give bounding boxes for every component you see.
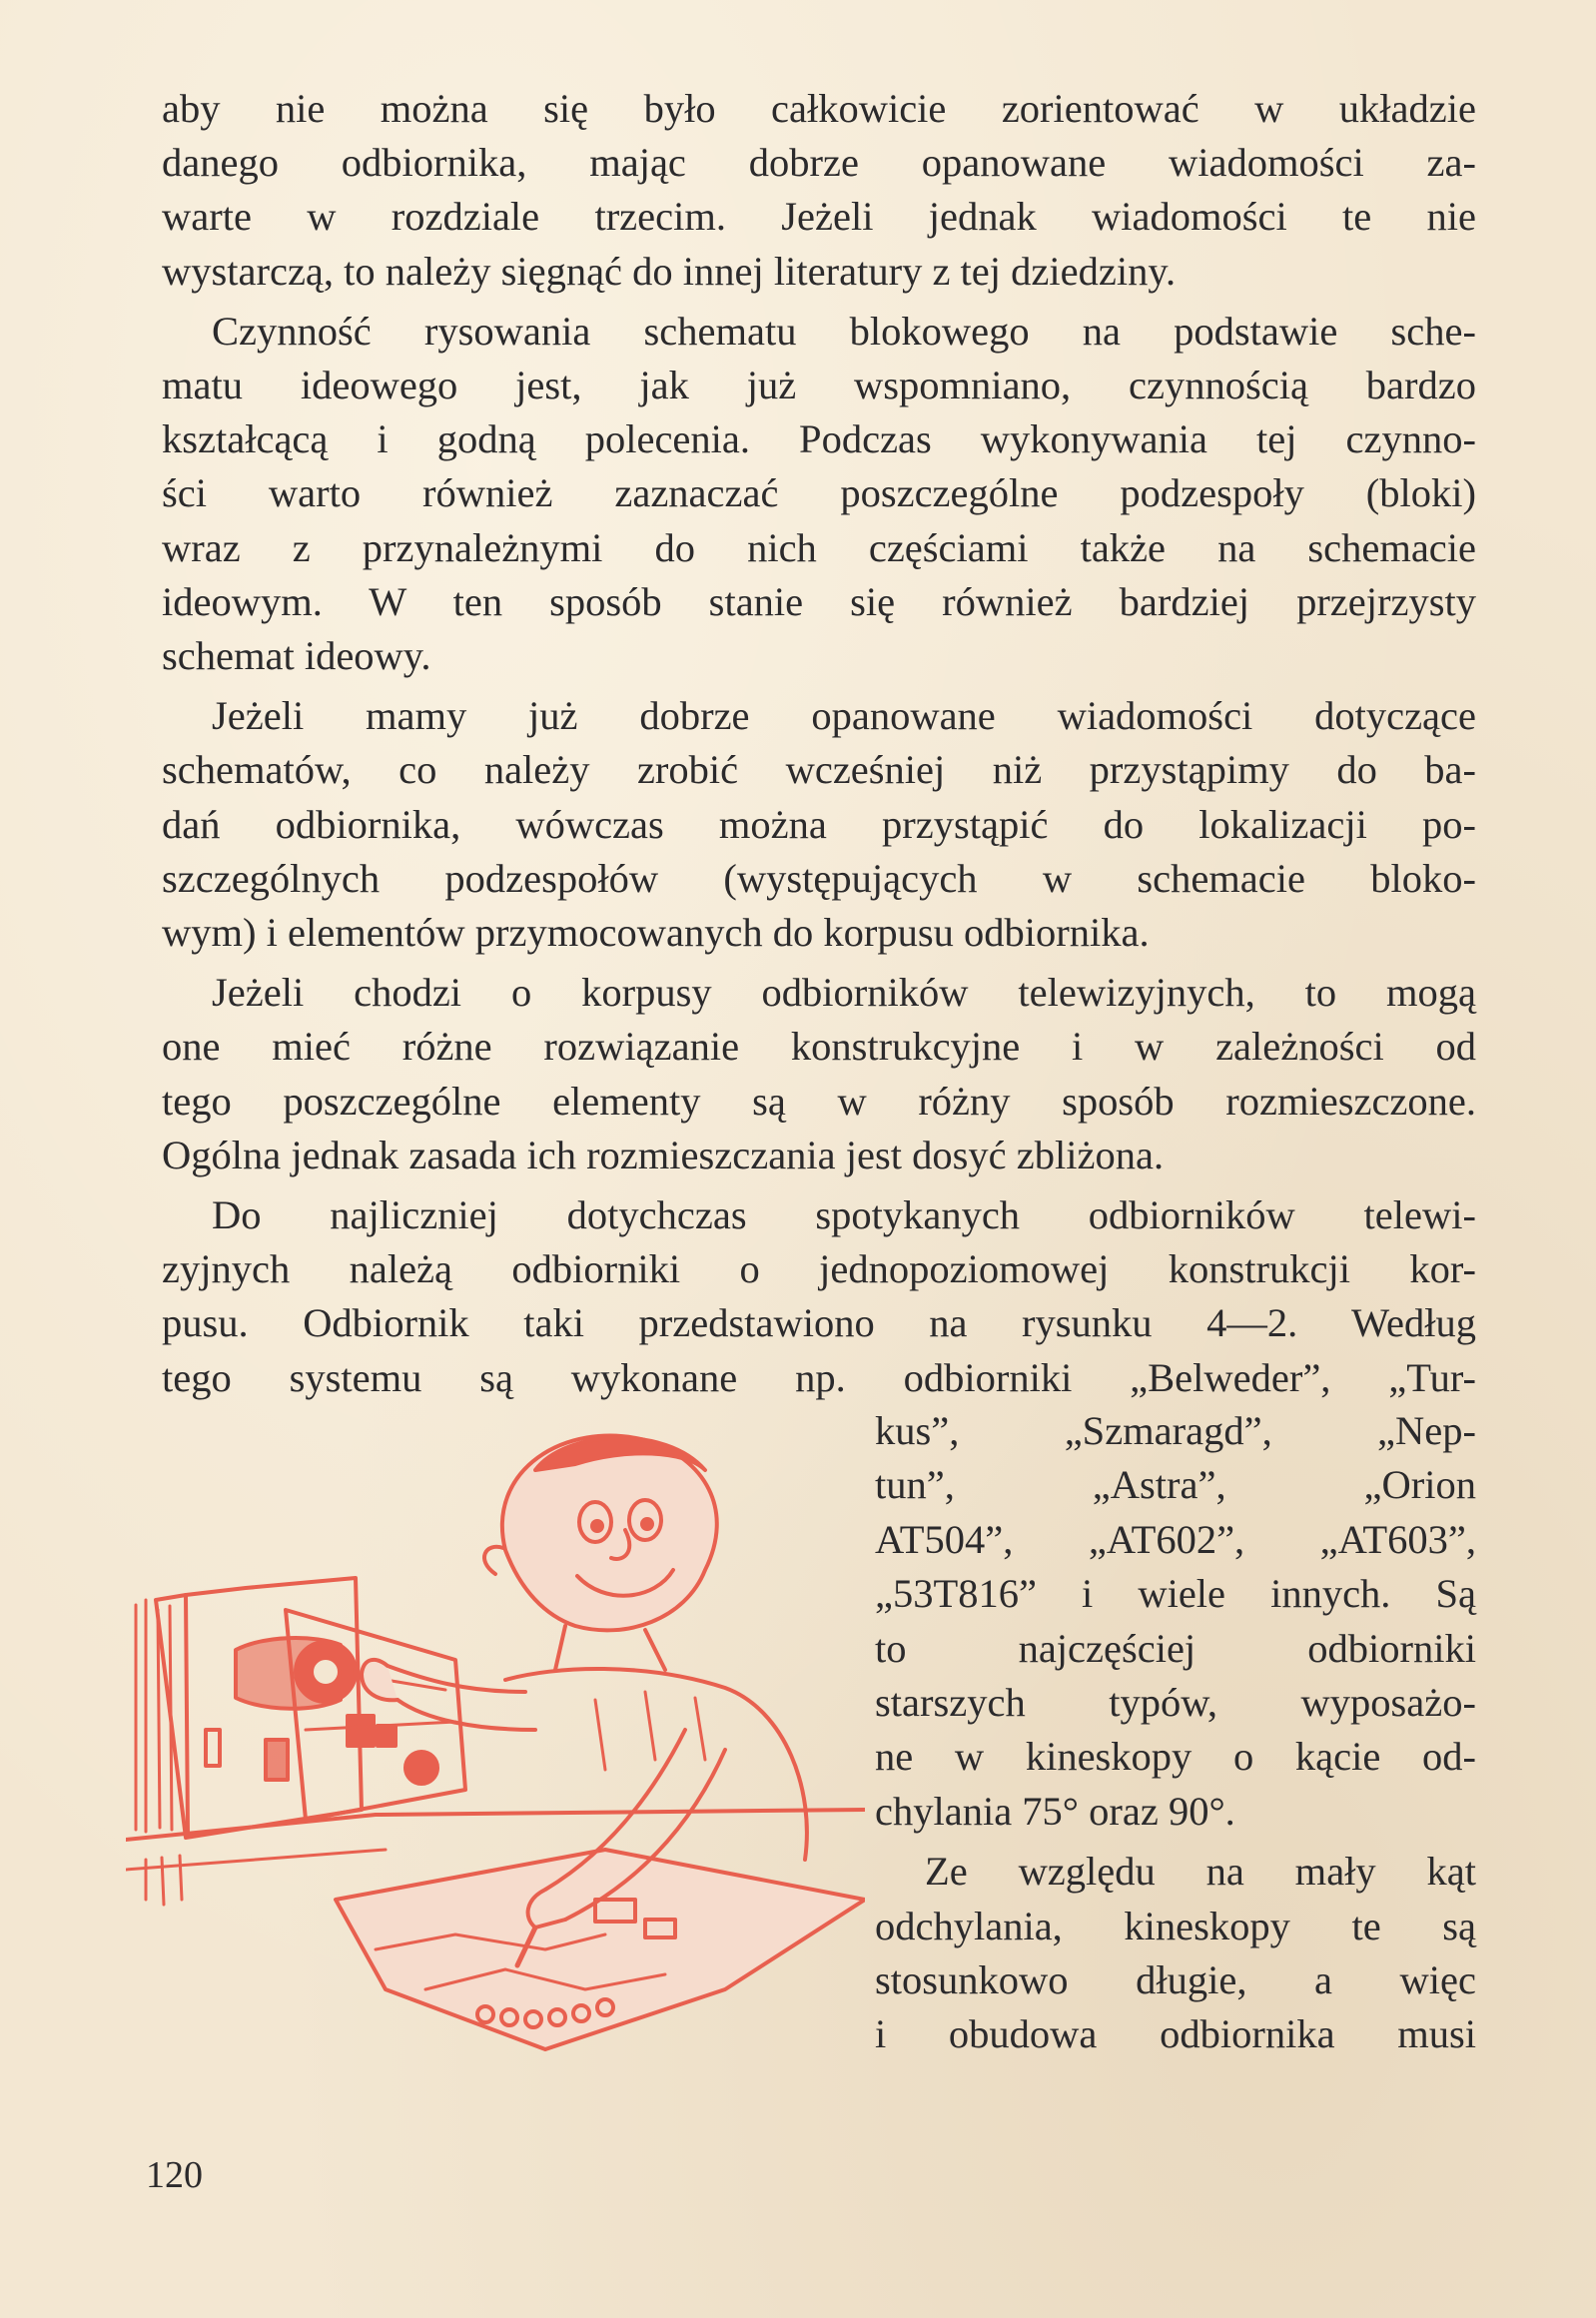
technician-illustration (126, 1430, 865, 2129)
text-line: AT504”, „AT602”, „AT603”, (875, 1516, 1476, 1562)
paragraph-1 (162, 82, 1476, 299)
text-line: „53T816” i wiele innych. Są (875, 1571, 1476, 1617)
text-line: ne w kineskopy o kącie od- (875, 1734, 1476, 1780)
text-line: Do najliczniej dotychczas spotykanych odbiorników telewi- (212, 1192, 1476, 1238)
text-line: starszych typów, wyposażo- (875, 1680, 1476, 1726)
text-line: wym) i elementów przymocowanych do korpusu odbiornika. (162, 910, 1150, 956)
text-line: odchylania, kineskopy te są (875, 1903, 1476, 1948)
text-line: schematów, co należy zrobić wcześniej niż przystąpimy do ba- (162, 747, 1476, 793)
paragraph-4 (162, 966, 1476, 1182)
technician-repairing-tv-drawing (126, 1430, 865, 2129)
text-line: zyjnych należą odbiorniki o jednopoziomowej konstrukcji kor- (162, 1246, 1476, 1292)
text-line: aby nie można się było całkowicie zorientować w układzie (162, 86, 1476, 131)
text-line: tego poszczególne elementy są w różny sposób rozmieszczone. (162, 1078, 1476, 1124)
text-line: stosunkowo długie, a więc (875, 1957, 1476, 2003)
text-line: warte w rozdziale trzecim. Jeżeli jednak wiadomości te nie (162, 194, 1476, 240)
page-number: 120 (146, 2154, 203, 2196)
text-line: Czynność rysowania schematu blokowego na podstawie sche- (212, 308, 1476, 354)
paragraph-5-continued (875, 1404, 1476, 1839)
text-line: matu ideowego jest, jak już wspomniano, czynnością bardzo (162, 363, 1476, 408)
text-line: kształcącą i godną polecenia. Podczas wykonywania tej czynno- (162, 416, 1476, 462)
text-line: Ogólna jednak zasada ich rozmieszczania jest dosyć zbliżona. (162, 1132, 1165, 1177)
text-line: Jeżeli mamy już dobrze opanowane wiadomości dotyczące (212, 693, 1476, 739)
text-line: wystarczą, to należy sięgnąć do innej literatury z tej dziedziny. (162, 248, 1177, 294)
paragraph-5 (162, 1188, 1476, 1405)
text-line: chylania 75° oraz 90°. (875, 1788, 1235, 1834)
text-line: ści warto również zaznaczać poszczególne podzespoły (bloki) (162, 470, 1476, 516)
text-line: kus”, „Szmaragd”, „Nep- (875, 1408, 1476, 1453)
text-line: danego odbiornika, mając dobrze opanowane wiadomości za- (162, 140, 1476, 186)
text-line: szczególnych podzespołów (występujących w schemacie bloko- (162, 855, 1476, 901)
text-line: tego systemu są wykonane np. odbiorniki „Belweder”, „Tur- (162, 1354, 1476, 1400)
text-line: dań odbiornika, wówczas można przystąpić do lokalizacji po- (162, 801, 1476, 847)
text-line: pusu. Odbiornik taki przedstawiono na rysunku 4—2. Według (162, 1300, 1476, 1346)
text-line: schemat ideowy. (162, 633, 431, 679)
paragraph-3 (162, 689, 1476, 960)
text-line: ideowym. W ten sposób stanie się również bardziej przejrzysty (162, 578, 1476, 624)
paragraph-2 (162, 305, 1476, 683)
text-line: tun”, „Astra”, „Orion (875, 1462, 1476, 1508)
text-line: Ze względu na mały kąt (925, 1849, 1476, 1895)
text-line: Jeżeli chodzi o korpusy odbiorników telewizyjnych, to mogą (212, 970, 1476, 1016)
text-line: to najczęściej odbiorniki (875, 1625, 1476, 1671)
text-line: one mieć różne rozwiązanie konstrukcyjne i w zależności od (162, 1024, 1476, 1070)
text-line: i obudowa odbiornika musi (875, 2011, 1476, 2057)
main-text-column (162, 82, 1476, 1411)
side-text-column (875, 1404, 1476, 2068)
paragraph-6 (875, 1845, 1476, 2062)
text-line: wraz z przynależnymi do nich częściami także na schemacie (162, 524, 1476, 570)
